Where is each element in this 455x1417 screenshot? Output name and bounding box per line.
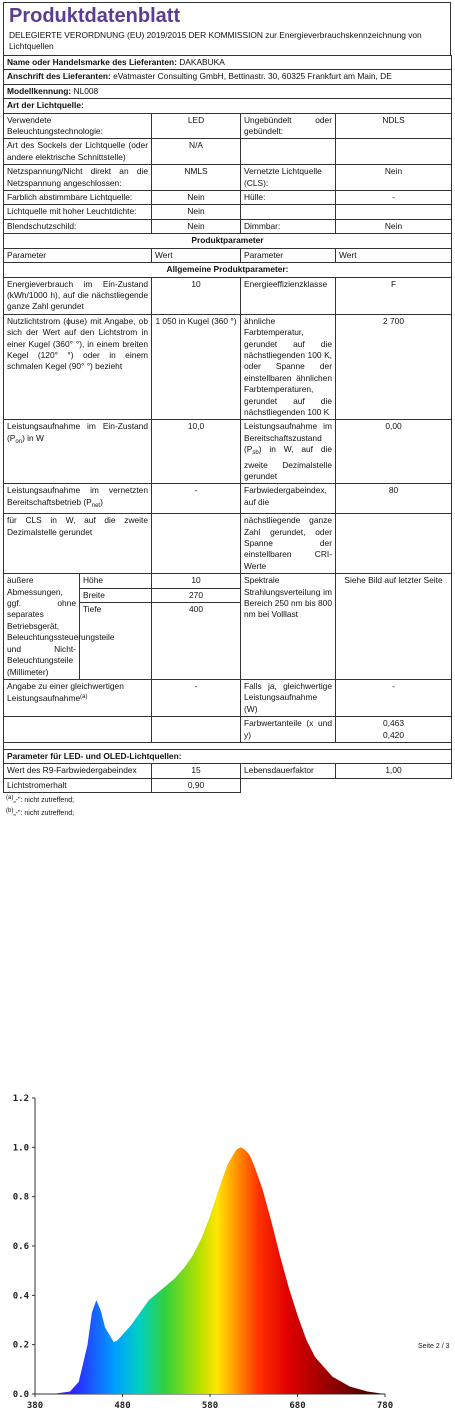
lumen-maintenance-label: Lichtstromerhalt: [4, 778, 152, 792]
ls-value-2: Nein: [336, 219, 452, 233]
networked-standby-row: [4, 484, 452, 514]
light-source-row: [4, 113, 452, 139]
spectrum-area: [35, 1147, 385, 1394]
ls-label-2: Dimmbar:: [241, 219, 336, 233]
r9-row: [4, 764, 452, 778]
supplier-name-row: [4, 56, 452, 70]
lumen-maintenance-row: [4, 778, 452, 792]
standby-power-label: Leistungsaufnahme im Bereitschaftszustand $(P_{sb})$ in W, auf die zweite Dezimalstelle gerundet: [241, 420, 336, 484]
general-params-heading-row: [4, 263, 452, 277]
general-params-heading: Allgemeine Produktparameter:: [4, 263, 452, 277]
energy-class-value: F: [336, 277, 452, 314]
r9-label: Wert des R9-Farbwiedergabeindex: [4, 764, 152, 778]
ls-label-2: Ungebündelt oder gebündelt:: [241, 113, 336, 139]
page-number: Seite 2 / 3: [418, 1343, 450, 1350]
supplier-name-label: Name oder Handelsmarke des Lieferanten:: [7, 57, 177, 67]
footnote-a: (a)„-": nicht zutreffend;: [6, 795, 75, 805]
ls-label-1: Art des Sockels der Lichtquelle (oder andere elektrische Schnittstelle): [4, 139, 152, 165]
dimension-value: 10: [152, 574, 240, 588]
led-params-heading: Parameter für LED- und OLED-Lichtquellen:: [4, 749, 452, 763]
energy-row: [4, 277, 452, 314]
light-source-row: [4, 219, 452, 233]
empty-cell: [336, 514, 452, 574]
empty-cell: [241, 778, 336, 792]
chromaticity-values: [336, 717, 452, 743]
product-params-heading: Produktparameter: [4, 234, 452, 248]
y-tick-label: 1.0: [12, 1143, 29, 1154]
ls-value-1: NMLS: [152, 165, 241, 191]
y-tick-label: 0.8: [12, 1192, 29, 1203]
on-mode-power-value: 10,0: [152, 420, 241, 484]
dimension-value: 270: [152, 589, 240, 603]
supplier-address-label: Anschrift des Lieferanten:: [7, 71, 111, 82]
ls-value-2: -: [336, 191, 452, 205]
chromaticity-label: Farbwertanteile (x und y): [241, 717, 336, 743]
dimensions-row: [4, 574, 452, 680]
table-gap: [4, 742, 452, 749]
networked-standby-value: -: [152, 484, 241, 514]
x-tick-label: 580: [201, 1401, 219, 1411]
survival-factor-value: 1,00: [336, 764, 452, 778]
led-heading-row: [4, 749, 452, 763]
ls-value-1: N/A: [152, 139, 241, 165]
dimensions-label: äußere Abmessungen, ggf. ohne separates Betriebsgerät, Beleuchtungssteuerungsteile und Nicht-Beleuchtungsteile (Millimeter): [4, 574, 80, 680]
ls-value-1: Nein: [152, 191, 241, 205]
cct-label: ähnliche Farbtemperatur, gerundet auf die nächstliegenden 100 K, oder Spanne der einstellbaren ähnlichen Farbtemperaturen, gerundet auf die nächstliegenden 100 K: [241, 314, 336, 420]
y-tick-label: 0.4: [12, 1291, 29, 1302]
flux-row: [4, 314, 452, 420]
cri-label: Farbwiedergabeindex, auf die: [241, 484, 336, 514]
column-header-param: Parameter: [4, 248, 152, 262]
gap-row: [4, 742, 452, 749]
equivalent-power-w-value: -: [336, 679, 452, 716]
on-mode-power-label: Leistungsaufnahme im Ein-Zustand $(P_{on})$ in W: [4, 420, 152, 484]
networked-standby-label: Leistungsaufnahme im vernetzten Bereitschaftsbetrieb $(P_{net})$: [4, 484, 152, 514]
supplier-name-value: DAKABUKA: [179, 57, 225, 67]
spectral-distribution-chart: [0, 1085, 455, 1417]
datasheet-table: [3, 55, 452, 793]
page-title: Produktdatenblatt: [9, 5, 181, 27]
light-source-heading-row: [4, 99, 452, 113]
header: [3, 2, 451, 55]
light-source-row: [4, 165, 452, 191]
power-row: [4, 420, 452, 484]
cct-value: 2 700: [336, 314, 452, 420]
useful-flux-value: 1 050 in Kugel (360 °): [152, 314, 241, 420]
ls-value-2: [336, 139, 452, 165]
equivalent-power-label: Angabe zu einer gleichwertigen Leistungsaufnahme$^{(a)}$: [4, 679, 152, 716]
energy-class-label: Energieeffizienzklasse: [241, 277, 336, 314]
product-params-heading-row: [4, 234, 452, 248]
column-header-value: Wert: [152, 248, 241, 262]
supplier-address-row: [4, 70, 452, 84]
chromaticity-row: [4, 717, 452, 743]
x-tick-label: 680: [289, 1401, 306, 1411]
ls-value-1: Nein: [152, 219, 241, 233]
energy-consumption-value: 10: [152, 277, 241, 314]
useful-flux-label: Nutzlichtstrom (ϕuse) mit Angabe, ob sich der Wert auf den Lichtstrom in einer Kugel (360° °), in einem breiten Kegel (120° °) oder in einem schmalen Kegel (90° °) bezieht: [4, 314, 152, 420]
ls-label-2: [241, 139, 336, 165]
model-value: NL008: [73, 85, 99, 96]
ls-value-2: Nein: [336, 165, 452, 191]
ls-label-1: Lichtquelle mit hoher Leuchtdichte:: [4, 205, 152, 219]
column-header-param-2: Parameter: [241, 248, 336, 262]
cri-label-cont: nächstliegende ganze Zahl gerundet, oder Spanne der einstellbaren CRI-Werte: [241, 514, 336, 574]
energy-consumption-label: Energieverbrauch im Ein-Zustand (kWh/1000 h), auf die nächstliegende ganze Zahl gerundet: [4, 277, 152, 314]
chromaticity-y: 0,420: [383, 729, 404, 740]
y-tick-label: 0.2: [12, 1340, 29, 1351]
ls-label-2: [241, 205, 336, 219]
light-source-heading: Art der Lichtquelle:: [4, 99, 452, 113]
ls-label-1: Blendschutzschild:: [4, 219, 152, 233]
cri-value: 80: [336, 484, 452, 514]
x-tick-label: 780: [376, 1401, 394, 1411]
continuation-row: [4, 514, 452, 574]
x-tick-label: 480: [114, 1401, 131, 1411]
footnote-b: (b)„-": nicht zutreffend;: [6, 808, 75, 818]
spectral-distribution-label: Spektrale Strahlungsverteilung im Bereich 250 nm bis 800 nm bei Volllast: [241, 574, 336, 680]
model-label: Modellkennung:: [7, 85, 72, 96]
dimension-name: Breite: [80, 589, 151, 603]
empty-cell: [4, 717, 152, 743]
equivalent-power-row: [4, 679, 452, 716]
survival-factor-label: Lebensdauerfaktor: [241, 764, 336, 778]
dimension-name: Höhe: [80, 574, 151, 588]
networked-standby-label-cont: für CLS in W, auf die zweite Dezimalstelle gerundet: [4, 514, 152, 574]
dimension-name: Tiefe: [83, 604, 102, 615]
equivalent-power-value: -: [152, 679, 241, 716]
y-tick-label: 0.6: [12, 1242, 29, 1252]
column-header-value-2: Wert: [336, 248, 452, 262]
ls-value-2: [336, 205, 452, 219]
spectral-distribution-value: Siehe Bild auf letzter Seite: [336, 574, 452, 680]
empty-cell: [336, 778, 452, 792]
ls-label-2: Vernetzte Lichtquelle (CLS):: [241, 165, 336, 191]
ls-value-2: NDLS: [336, 113, 452, 139]
light-source-row: [4, 139, 452, 165]
dimension-values: [152, 574, 241, 680]
ls-label-1: Netzspannung/Nicht direkt an die Netzspannung angeschlossen:: [4, 165, 152, 191]
dimension-value: 400: [189, 604, 203, 615]
equivalent-power-w-label: Falls ja, gleichwertige Leistungsaufnahme (W): [241, 679, 336, 716]
product-data-sheet: [3, 2, 451, 819]
dimension-names: [80, 574, 152, 680]
light-source-row: [4, 205, 452, 219]
ls-label-2: Hülle:: [241, 191, 336, 205]
empty-cell: [152, 514, 241, 574]
chromaticity-x: 0,463: [383, 718, 404, 729]
model-row: [4, 84, 452, 98]
y-tick-label: 0.0: [12, 1390, 29, 1400]
light-source-row: [4, 191, 452, 205]
empty-cell: [152, 717, 241, 743]
spectrum-series: [35, 1147, 385, 1394]
lumen-maintenance-value: 0,90: [152, 778, 241, 792]
ls-label-1: Farblich abstimmbare Lichtquelle:: [4, 191, 152, 205]
supplier-address-value: eVatmaster Consulting GmbH, Bettinastr. 30, 60325 Frankfurt am Main, DE: [113, 71, 392, 82]
r9-value: 15: [152, 764, 241, 778]
ls-value-1: LED: [152, 113, 241, 139]
standby-power-value: 0,00: [336, 420, 452, 484]
x-tick-label: 380: [26, 1401, 44, 1411]
y-tick-label: 1.2: [12, 1094, 29, 1104]
column-header-row: [4, 248, 452, 262]
ls-label-1: Verwendete Beleuchtungstechnologie:: [4, 113, 152, 139]
ls-value-1: Nein: [152, 205, 241, 219]
regulation-text: DELEGIERTE VERORDNUNG (EU) 2019/2015 DER KOMMISSION zur Energieverbrauchskennzeichnung von Lichtquellen: [9, 30, 422, 51]
